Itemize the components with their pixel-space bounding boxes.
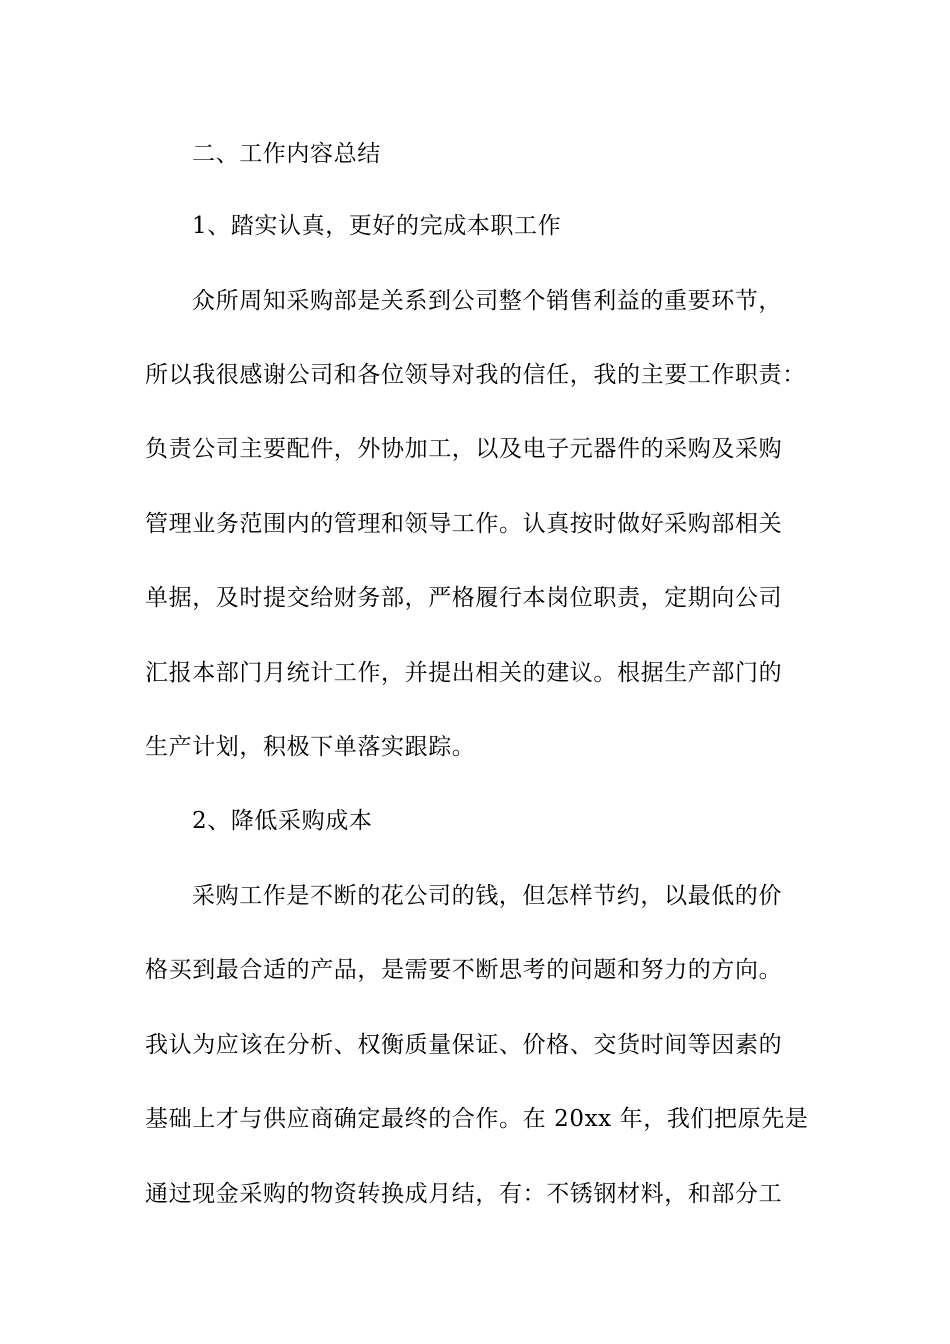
paragraph-line: 众所周知采购部是关系到公司整个销售利益的重要环节， [192, 288, 782, 314]
paragraph-line: 生产计划，积极下单落实跟踪。 [145, 734, 476, 760]
paragraph-line: 通过现金采购的物资转换成月结，有：不锈钢材料，和部分工 [145, 1181, 783, 1207]
paragraph-line: 格买到最合适的产品，是需要不断思考的问题和努力的方向。 [145, 957, 783, 983]
section-heading: 二、工作内容总结 [192, 141, 381, 167]
paragraph-line: 我认为应该在分析、权衡质量保证、价格、交货时间等因素的 [145, 1032, 783, 1058]
subsection-title-1: 1、踏实认真，更好的完成本职工作 [192, 213, 562, 239]
paragraph-line: 管理业务范围内的管理和领导工作。认真按时做好采购部相关 [145, 511, 783, 537]
subsection-title-2: 2、降低采购成本 [192, 808, 373, 834]
paragraph-line: 汇报本部门月统计工作，并提出相关的建议。根据生产部门的 [145, 660, 783, 686]
paragraph-line: 采购工作是不断的花公司的钱，但怎样节约，以最低的价 [192, 883, 782, 909]
paragraph-line: 单据，及时提交给财务部，严格履行本岗位职责，定期向公司 [145, 585, 783, 611]
paragraph-line: 负责公司主要配件，外协加工，以及电子元器件的采购及采购 [145, 436, 783, 462]
paragraph-line: 所以我很感谢公司和各位领导对我的信任，我的主要工作职责： [145, 362, 806, 388]
paragraph-line: 基础上才与供应商确定最终的合作。在 20xx 年，我们把原先是 [145, 1106, 809, 1132]
